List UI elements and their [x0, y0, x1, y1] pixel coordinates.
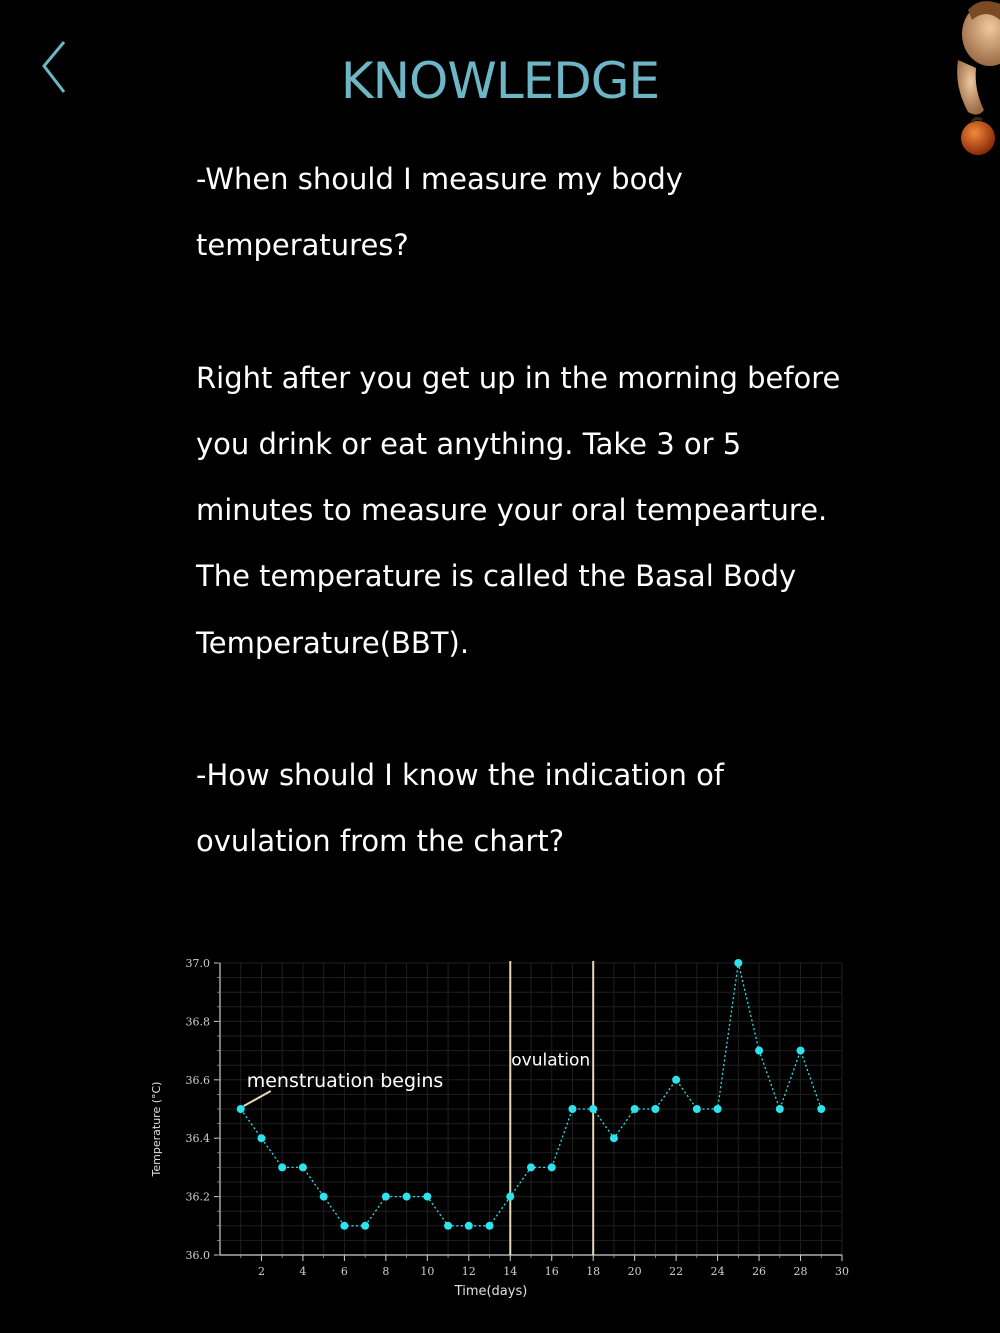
temperature-point — [361, 1222, 369, 1230]
chart-labels — [244, 1050, 590, 1106]
answer-measure-time: Right after you get up in the morning before you drink or eat anything. Take 3 or 5 minutes to measure your oral tempearture. The temperature is called the Basal Body Temperature(BBT). — [196, 360, 841, 660]
x-tick-label: 2 — [257, 1265, 265, 1278]
menstruation-label: menstruation begins — [246, 1070, 444, 1092]
x-tick-label: 4 — [299, 1265, 307, 1278]
temperature-point — [403, 1193, 411, 1201]
temperature-point — [631, 1105, 639, 1113]
y-tick-label: 36.4 — [185, 1132, 210, 1146]
temperature-point — [320, 1193, 328, 1201]
temperature-point — [610, 1134, 618, 1142]
x-tick-label: 8 — [382, 1265, 390, 1278]
x-axis-label: Time(days) — [454, 1284, 528, 1299]
y-axis-label: Temperature (°C) — [150, 1081, 163, 1177]
temperature-point — [340, 1222, 348, 1230]
cherub-icon — [928, 0, 1000, 160]
temperature-point — [299, 1163, 307, 1171]
y-tick-label: 36.6 — [185, 1073, 210, 1087]
temperature-point — [423, 1193, 431, 1201]
temperature-point — [506, 1193, 514, 1201]
temperature-point — [465, 1222, 473, 1230]
temperature-point — [589, 1105, 597, 1113]
temperature-point — [486, 1222, 494, 1230]
ovulation-label: ovulation — [511, 1050, 591, 1071]
temperature-point — [278, 1163, 286, 1171]
temperature-point — [382, 1193, 390, 1201]
y-tick-label: 36.0 — [185, 1249, 210, 1262]
temperature-point — [527, 1163, 535, 1171]
x-tick-label: 10 — [420, 1265, 435, 1278]
temperature-point — [755, 1047, 763, 1055]
menstruation-pointer — [244, 1091, 271, 1106]
question-ovulation-indication: -How should I know the indication of ovulation from the chart? — [196, 758, 725, 859]
knowledge-text — [196, 146, 856, 875]
temperature-point — [734, 959, 742, 967]
x-tick-label: 6 — [340, 1265, 348, 1278]
x-tick-label: 24 — [710, 1265, 725, 1278]
temperature-point — [257, 1134, 265, 1142]
bbt-chart-svg — [140, 945, 860, 1315]
page-title: KNOWLEDGE — [340, 52, 660, 110]
x-tick-label: 22 — [669, 1265, 684, 1278]
bbt-chart — [140, 945, 860, 1315]
temperature-point — [444, 1222, 452, 1230]
temperature-point — [548, 1163, 556, 1171]
y-tick-label: 36.2 — [185, 1190, 210, 1204]
temperature-point — [237, 1105, 245, 1113]
x-tick-label: 12 — [461, 1265, 476, 1278]
temperature-point — [817, 1105, 825, 1113]
temperature-point — [568, 1105, 576, 1113]
x-tick-label: 20 — [627, 1265, 642, 1278]
x-tick-label: 28 — [793, 1265, 808, 1278]
x-tick-label: 26 — [752, 1265, 767, 1278]
temperature-point — [714, 1105, 722, 1113]
temperature-point — [797, 1047, 805, 1055]
temperature-point — [651, 1105, 659, 1113]
temperature-point — [693, 1105, 701, 1113]
y-tick-label: 36.8 — [185, 1015, 210, 1029]
x-tick-label: 30 — [835, 1265, 849, 1278]
y-tick-label: 37.0 — [185, 957, 210, 970]
x-tick-label: 18 — [586, 1265, 601, 1278]
temperature-point — [776, 1105, 784, 1113]
x-tick-label: 14 — [503, 1265, 518, 1278]
question-measure-time: -When should I measure my body temperatures? — [196, 162, 683, 263]
x-tick-label: 16 — [544, 1265, 559, 1278]
temperature-point — [672, 1076, 680, 1084]
